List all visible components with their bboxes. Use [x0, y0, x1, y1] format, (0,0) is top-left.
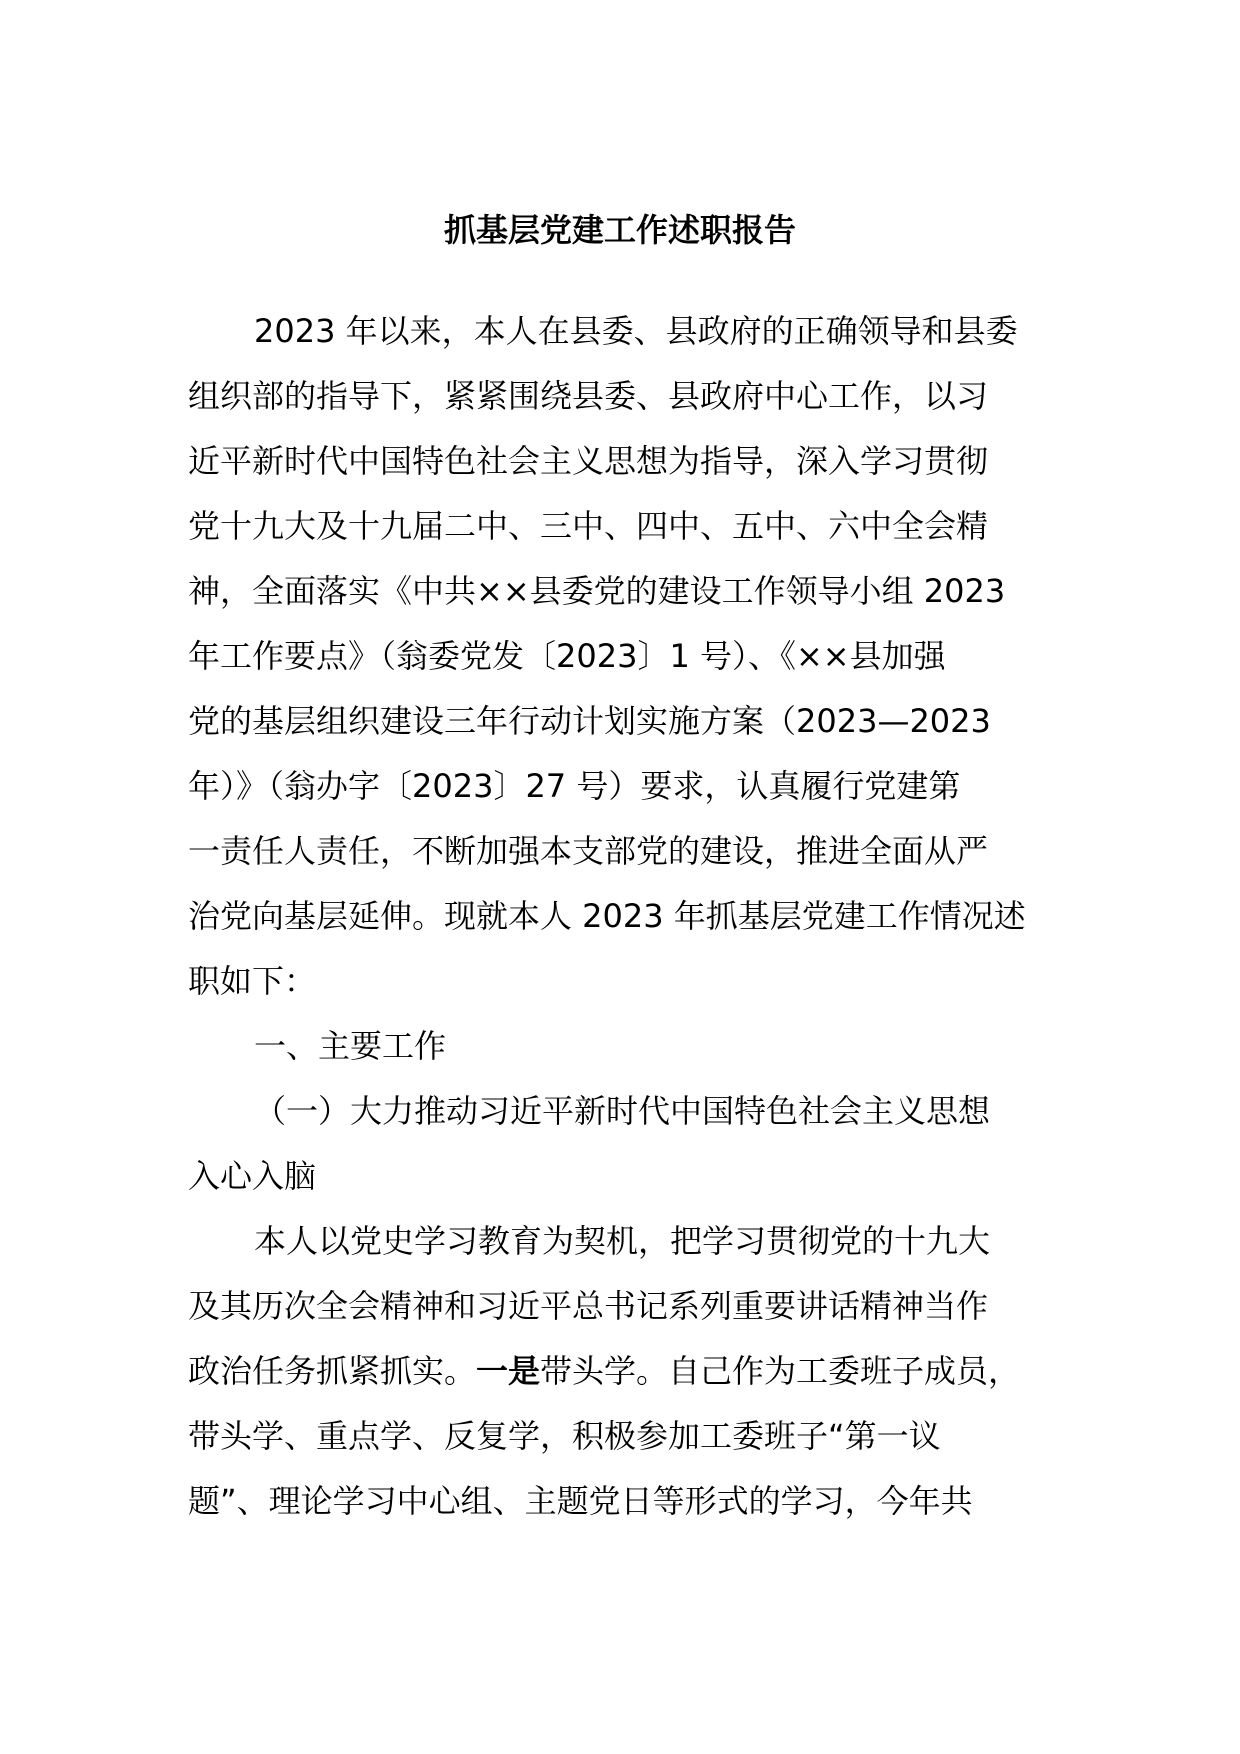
bold-keyword: 一是	[476, 1352, 541, 1390]
line-prefix-text: 政治任务抓紧抓实。	[188, 1352, 477, 1390]
paragraph-line: 年）》（翁办字〔2023〕27 号）要求，认真履行党建第	[188, 767, 961, 805]
paragraph-line: 一责任人责任，不断加强本支部党的建设，推进全面从严	[188, 832, 989, 870]
paragraph-line: 党的基层组织建设三年行动计划实施方案（2023—2023	[188, 702, 991, 740]
paragraph-line: 题”、理论学习中心组、主题党日等形式的学习，今年共	[188, 1482, 973, 1520]
section-heading: 一、主要工作	[254, 1027, 447, 1065]
document-body	[188, 299, 1064, 1534]
paragraph-line: 近平新时代中国特色社会主义思想为指导，深入学习贯彻	[188, 442, 989, 480]
paragraph-line: 组织部的指导下，紧紧围绕县委、县政府中心工作，以习	[188, 377, 989, 415]
subsection-heading: （一）大力推动习近平新时代中国特色社会主义思想	[254, 1092, 991, 1130]
paragraph-line: 治党向基层延伸。现就本人 2023 年抓基层党建工作情况述	[188, 897, 1026, 935]
paragraph-line-mixed	[188, 1339, 1064, 1404]
paragraph-line: 2023 年以来，本人在县委、县政府的正确领导和县委	[254, 312, 1018, 350]
paragraph-line: 职如下：	[188, 962, 317, 1000]
paragraph-line: 带头学、重点学、反复学，积极参加工委班子“第一议	[188, 1417, 941, 1455]
paragraph-line: 及其历次全会精神和习近平总书记系列重要讲话精神当作	[188, 1287, 989, 1325]
paragraph-line: 神，全面落实《中共××县委党的建设工作领导小组 2023	[188, 572, 1006, 610]
line-suffix-text: 带头学。自己作为工委班子成员，	[540, 1352, 1021, 1390]
document-title: 抓基层党建工作述职报告	[443, 211, 796, 249]
subsection-heading-continued: 入心入脑	[188, 1157, 317, 1195]
paragraph-line: 本人以党史学习教育为契机，把学习贯彻党的十九大	[254, 1222, 991, 1260]
paragraph-line: 年工作要点》（翁委党发〔2023〕1 号）、《××县加强	[188, 637, 946, 675]
paragraph-line: 党十九大及十九届二中、三中、四中、五中、六中全会精	[188, 507, 989, 545]
